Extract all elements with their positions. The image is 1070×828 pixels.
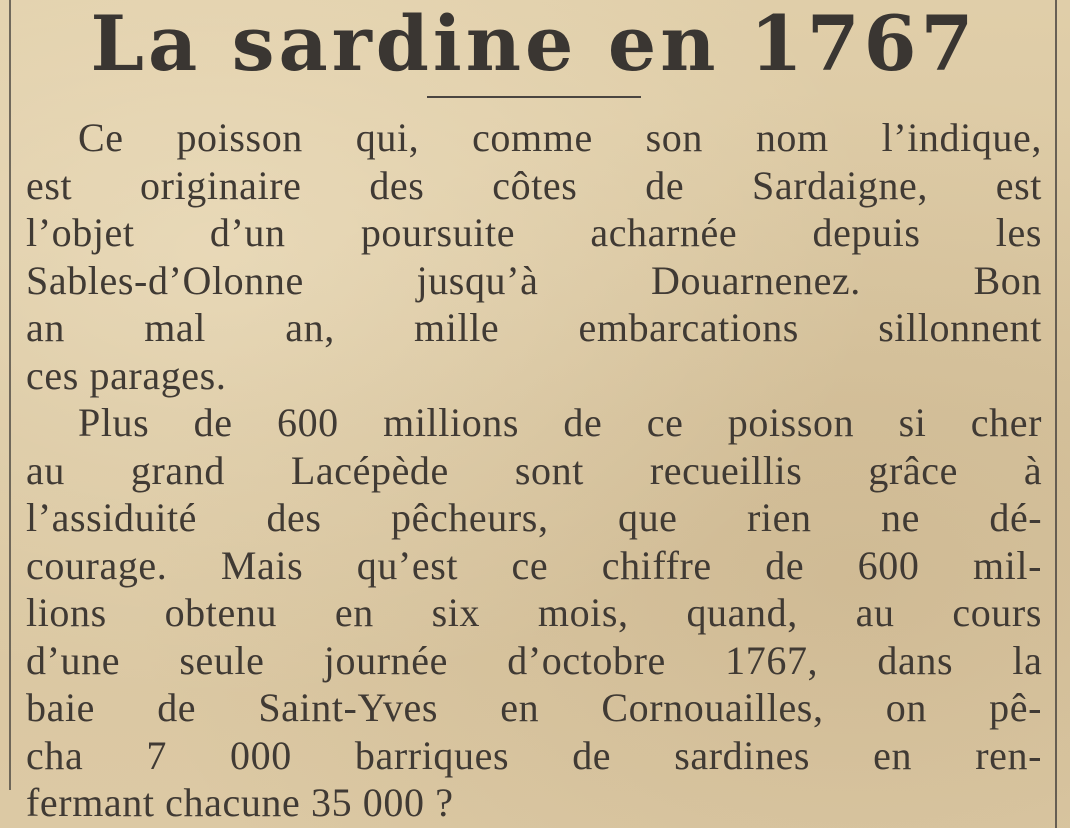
text-line: l’objet d’un poursuite acharnée depuis les bbox=[26, 210, 1042, 255]
text-line: l’assiduité des pêcheurs, que rien ne dé- bbox=[26, 495, 1043, 540]
text-line: baie de Saint-Yves en Cornouailles, on pê- bbox=[26, 685, 1042, 730]
text-line: d’une seule journée d’octobre 1767, dans la bbox=[26, 637, 1043, 683]
text-line: an mal an, mille embarcations sillonnent bbox=[26, 305, 1042, 350]
paragraph-2 bbox=[26, 399, 1042, 827]
title-divider bbox=[427, 96, 641, 98]
text-line: courage. Mais qu’est ce chiffre de 600 mil- bbox=[26, 542, 1042, 588]
text-line: fermant chacune 35 000 ? bbox=[26, 780, 454, 825]
text-line: Sables-d’Olonne jusqu’à Douarnenez. Bon bbox=[26, 257, 1042, 303]
newspaper-article bbox=[26, 0, 1042, 827]
text-line: est originaire des côtes de Sardaigne, est bbox=[26, 162, 1042, 208]
text-line: lions obtenu en six mois, quand, au cours bbox=[26, 590, 1042, 635]
column-rule-left bbox=[9, 0, 11, 790]
article-title: La sardine en 1767 bbox=[90, 0, 978, 88]
article-body bbox=[26, 114, 1042, 827]
paragraph-1 bbox=[26, 114, 1042, 399]
text-line: Ce poisson qui, comme son nom l’indique, bbox=[78, 115, 1042, 160]
column-rule-right bbox=[1055, 0, 1057, 828]
text-line: cha 7 000 barriques de sardines en ren- bbox=[26, 732, 1042, 778]
text-line: au grand Lacépède sont recueillis grâce à bbox=[26, 447, 1043, 493]
text-line: ces parages. bbox=[26, 352, 227, 398]
text-line: Plus de 600 millions de ce poisson si cher bbox=[78, 400, 1043, 445]
